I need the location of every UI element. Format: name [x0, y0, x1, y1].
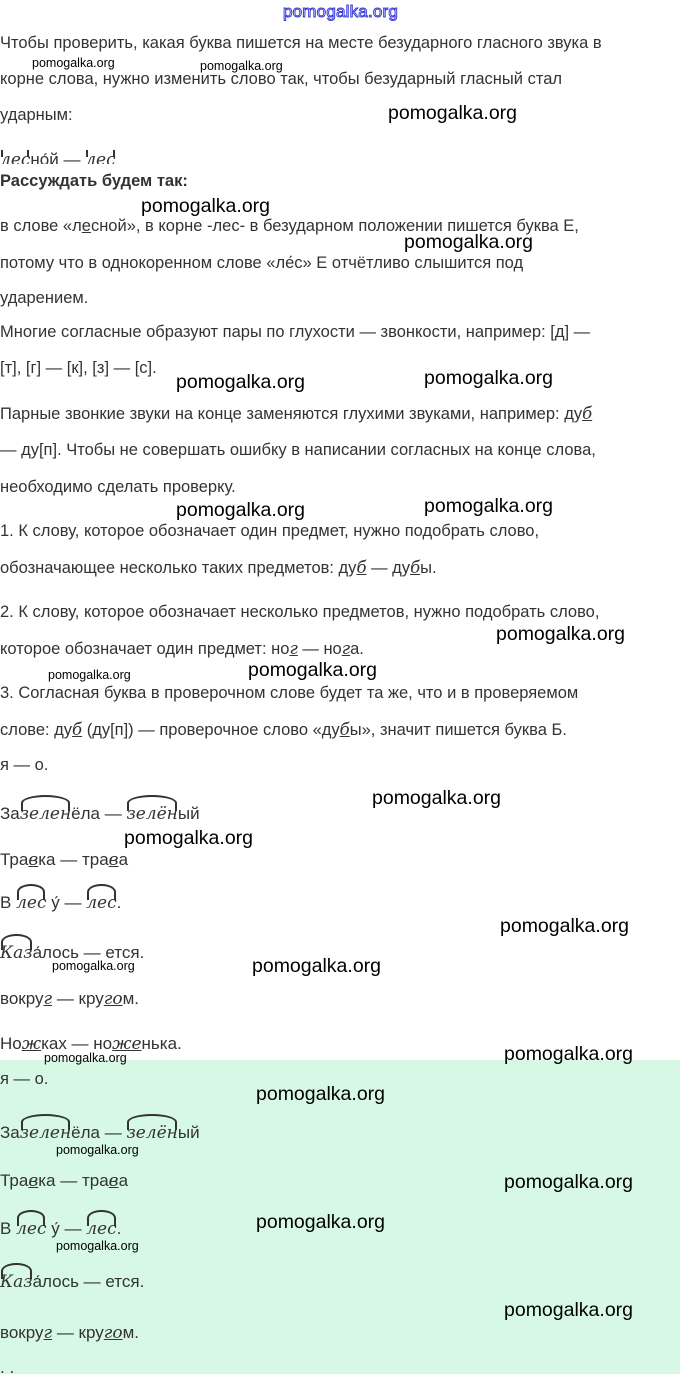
root-mark: зелён: [126, 1123, 178, 1143]
example-line: я — о.: [0, 1070, 49, 1088]
root-mark: зелён: [126, 804, 178, 824]
section-heading: Рассуждать будем так:: [0, 172, 188, 190]
step-line: которое обозначает один предмет: ног — нога.: [0, 639, 364, 658]
example-line: я — о.: [0, 756, 49, 774]
example-line: . .: [0, 1358, 15, 1374]
root-mark: лес: [16, 893, 47, 913]
watermark: pomogalka.org: [504, 1043, 633, 1065]
rule-line: корне слова, нужно изменить слово так, чтобы безударный гласный стал: [0, 70, 562, 88]
reasoning-line: ударением.: [0, 289, 89, 307]
step-line: 2. К слову, которое обозначает несколько предметов, нужно подобрать слово,: [0, 603, 600, 621]
example-line: В лес у́ — лес.: [0, 1219, 122, 1239]
watermark: pomogalka.org: [56, 1143, 139, 1157]
watermark: pomogalka.org: [424, 367, 553, 389]
example-line: Зазеленёла — зелёный: [0, 804, 200, 824]
example-line: Травка — трава: [0, 1171, 129, 1191]
watermark: pomogalka.org: [141, 195, 270, 217]
watermark: pomogalka.org: [500, 915, 629, 937]
watermark: pomogalka.org: [256, 1211, 385, 1233]
watermark: pomogalka.org: [52, 959, 135, 973]
root-mark: зелен: [19, 1123, 72, 1143]
watermark: pomogalka.org: [124, 827, 253, 849]
example-line: Травка — трава: [0, 850, 129, 870]
step-line: обозначающее несколько таких предметов: дуб — дубы.: [0, 558, 437, 577]
root-mark: Каз: [0, 1272, 33, 1292]
root-mark: лес: [16, 1219, 47, 1239]
paired-line: — ду[п]. Чтобы не совершать ошибку в написании согласных на конце слова,: [0, 441, 596, 459]
consonant-line: Многие согласные образуют пары по глухости — звонкости, например: [д] —: [0, 323, 591, 341]
example-line: В лес у́ — лес.: [0, 893, 122, 913]
reasoning-line: в слове «лесной», в корне -лес- в безударном положении пишется буква Е,: [0, 217, 579, 235]
rule-example: лесно́й — лес: [0, 150, 116, 164]
watermark: pomogalka.org: [176, 371, 305, 393]
example-line: Каза́лось — ется.: [0, 1272, 145, 1292]
step-line: 3. Согласная буква в проверочном слове будет та же, что и в проверяемом: [0, 684, 579, 702]
paired-line: необходимо сделать проверку.: [0, 478, 236, 496]
root-mark: лес: [86, 893, 117, 913]
root-mark: лес: [86, 1219, 117, 1239]
example-line: Зазеленёла — зелёный: [0, 1123, 200, 1143]
watermark: pomogalka.org: [256, 1083, 385, 1105]
watermark: pomogalka.org: [504, 1171, 633, 1193]
example-line: Каза́лось — ется.: [0, 943, 145, 963]
paired-line: Парные звонкие звуки на конце заменяются глухими звуками, например: дуб: [0, 404, 593, 423]
watermark: pomogalka.org: [200, 59, 283, 73]
example-line: вокруг — кругом.: [0, 1323, 139, 1343]
watermark: pomogalka.org: [56, 1239, 139, 1253]
watermark: pomogalka.org: [32, 56, 115, 70]
watermark: pomogalka.org: [176, 499, 305, 521]
watermark: pomogalka.org: [404, 231, 533, 253]
watermark: pomogalka.org: [248, 659, 377, 681]
site-logo: pomogalka.org: [283, 2, 399, 21]
example-line: Ножках — ноженька.: [0, 1034, 182, 1054]
root-mark: Каз: [0, 943, 33, 963]
watermark: pomogalka.org: [252, 955, 381, 977]
consonant-line: [т], [г] — [к], [з] — [с].: [0, 359, 157, 377]
reasoning-line: потому что в однокоренном слове «ле́с» Е отчётливо слышится под: [0, 254, 524, 272]
watermark: pomogalka.org: [48, 668, 131, 682]
root-mark: лес: [85, 150, 115, 164]
watermark: pomogalka.org: [372, 787, 501, 809]
root-mark: зелен: [19, 804, 72, 824]
watermark: pomogalka.org: [424, 495, 553, 517]
example-line: вокруг — кругом.: [0, 989, 139, 1009]
watermark: pomogalka.org: [388, 102, 517, 124]
step-line: 1. К слову, которое обозначает один предмет, нужно подобрать слово,: [0, 522, 540, 540]
root-mark: лес: [0, 150, 30, 164]
rule-line: ударным:: [0, 106, 73, 124]
watermark: pomogalka.org: [44, 1051, 127, 1065]
rule-line: Чтобы проверить, какая буква пишется на месте безударного гласного звука в: [0, 34, 602, 52]
watermark: pomogalka.org: [504, 1299, 633, 1321]
watermark: pomogalka.org: [496, 623, 625, 645]
step-line: слове: дуб (ду[п]) — проверочное слово «дубы», значит пишется буква Б.: [0, 720, 567, 739]
